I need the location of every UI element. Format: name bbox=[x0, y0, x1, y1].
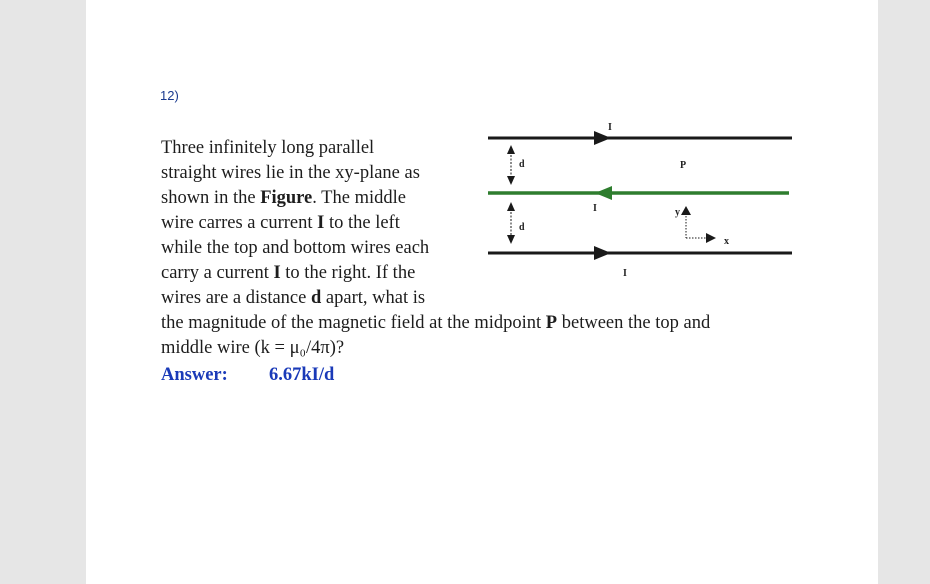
up-arrow-icon bbox=[507, 145, 515, 154]
y-axis-arrow-icon bbox=[681, 206, 691, 215]
up-arrow-icon bbox=[507, 202, 515, 211]
y-axis-label: y bbox=[675, 207, 680, 218]
text-bold: d bbox=[310, 288, 322, 308]
bottom-wire-arrow-right-icon bbox=[594, 246, 611, 260]
question-line-5: while the top and bottom wires each bbox=[161, 238, 430, 258]
question-line-2: straight wires lie in the xy-plane as bbox=[161, 163, 420, 183]
distance-label-bottom: d bbox=[519, 222, 525, 233]
x-axis-label: x bbox=[724, 236, 729, 247]
x-axis-arrow-icon bbox=[706, 233, 716, 243]
text-bold: P bbox=[545, 313, 558, 333]
text-segment: the magnitude of the magnetic field at the midpoint bbox=[161, 313, 546, 333]
answer-value: 6.67kI/d bbox=[269, 365, 335, 385]
wire-figure bbox=[86, 0, 878, 584]
down-arrow-icon bbox=[507, 235, 515, 244]
top-wire-arrow-right-icon bbox=[594, 131, 611, 145]
text-segment: wires are a distance bbox=[161, 288, 311, 308]
answer-label: Answer: bbox=[161, 365, 228, 385]
text-segment: apart, what is bbox=[321, 288, 426, 308]
text-bold: I bbox=[273, 263, 281, 283]
text-segment: . The middle bbox=[312, 188, 406, 208]
middle-current-label: I bbox=[593, 203, 597, 214]
distance-label-top: d bbox=[519, 159, 525, 170]
text-segment: to the right. If the bbox=[280, 263, 416, 283]
question-line-1: Three infinitely long parallel bbox=[161, 138, 375, 158]
text-segment: wire carres a current bbox=[161, 213, 318, 233]
text-segment: to the left bbox=[324, 213, 400, 233]
down-arrow-icon bbox=[507, 176, 515, 185]
text-segment: between the top and bbox=[557, 313, 711, 333]
text-segment: shown in the bbox=[161, 188, 261, 208]
question-line-9: middle wire (k = μ₀/4π)? bbox=[161, 338, 345, 358]
text-bold: Figure bbox=[260, 188, 313, 208]
document-page bbox=[86, 0, 878, 584]
middle-wire-arrow-left-icon bbox=[595, 186, 612, 200]
bottom-current-label: I bbox=[623, 268, 627, 279]
top-current-label: I bbox=[608, 122, 612, 133]
question-number: 12) bbox=[160, 88, 179, 103]
text-segment: carry a current bbox=[161, 263, 274, 283]
point-p-label: P bbox=[680, 160, 687, 171]
text-bold: I bbox=[317, 213, 325, 233]
